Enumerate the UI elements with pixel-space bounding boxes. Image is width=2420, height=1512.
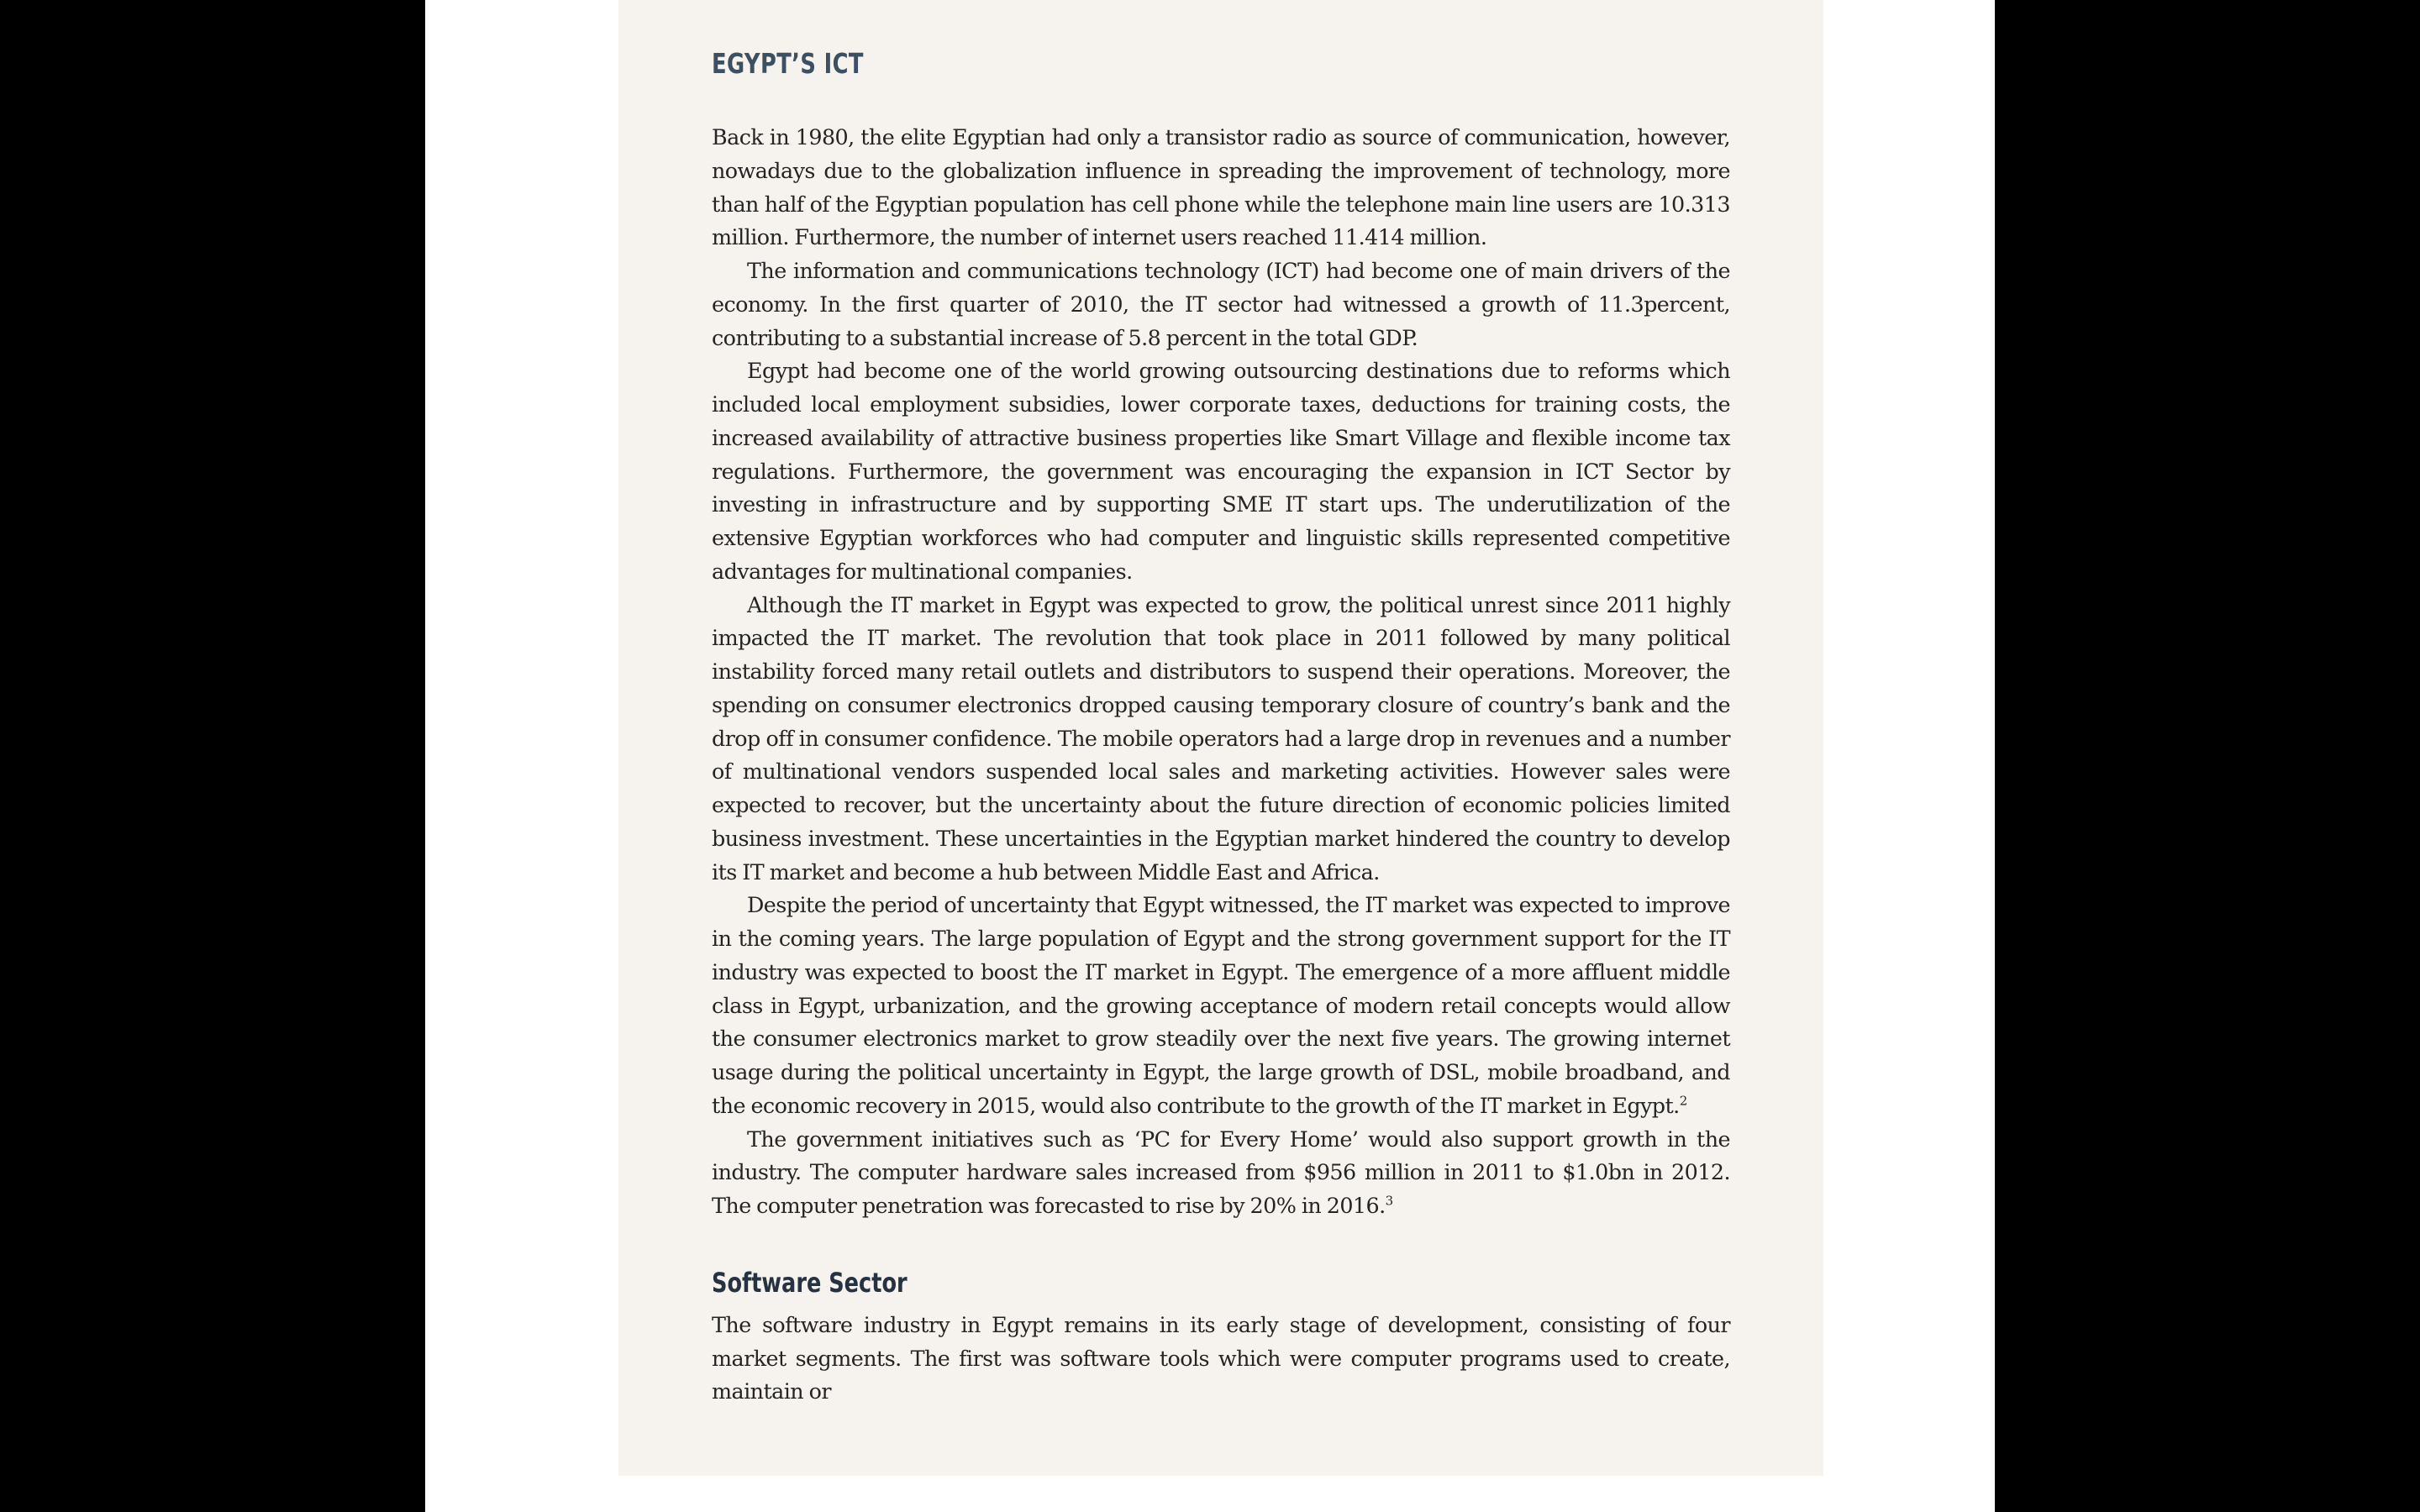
paragraph-3	[712, 354, 1730, 588]
paragraph-2-text: The information and communications technology (ICT) had become one of main drivers of the economy. In the first quarter of 2010, the IT sector had witnessed a growth of 11.3percent, contributing to a substantial increase of 5.8 percent in the total GDP.	[712, 258, 1730, 350]
paragraph-6-text: The government initiatives such as ‘PC for Every Home’ would also support growth in the industry. The computer hardware sales increased from $956 million in 2011 to $1.0bn in 2012. The computer penetration was forecasted to rise by 20% in 2016.	[712, 1126, 1730, 1218]
paragraph-3-text: Egypt had become one of the world growing outsourcing destinations due to reforms which included local employment subsidies, lower corporate taxes, deductions for training costs, the increased availability of attractive business properties like Smart Village and flexible income tax regulations. Furthermore, the government was encouraging the expansion in ICT Sector by investing in infrastructure and by supporting SME IT start ups. The underutilization of the extensive Egyptian workforces who had computer and linguistic skills represented competitive advantages for multinational companies.	[712, 358, 1730, 584]
document-page	[425, 0, 1995, 1512]
software-sector-body	[712, 1309, 1730, 1409]
paragraph-2	[712, 255, 1730, 354]
paragraph-6	[712, 1123, 1730, 1223]
footnote-ref-2[interactable]: 2	[1679, 1093, 1687, 1109]
paragraph-1	[712, 121, 1730, 255]
section-body	[712, 121, 1730, 1223]
section-heading: EGYPT’S ICT	[712, 47, 864, 80]
paragraph-4-text: Although the IT market in Egypt was expected to grow, the political unrest since 2011 highly impacted the IT market. The revolution that took place in 2011 followed by many political instability forced many retail outlets and distributors to suspend their operations. Moreover, the spending on consumer electronics dropped causing temporary closure of country’s bank and the drop off in consumer confidence. The mobile operators had a large drop in revenues and a number of multinational vendors suspended local sales and marketing activities. However sales were expected to recover, but the uncertainty about the future direction of economic policies limited business investment. These uncertainties in the Egyptian market hindered the country to develop its IT market and become a hub between Middle East and Africa.	[712, 591, 1730, 885]
footnote-ref-3[interactable]: 3	[1385, 1193, 1393, 1209]
paragraph-5	[712, 889, 1730, 1122]
paragraph-5-text: Despite the period of uncertainty that Egypt witnessed, the IT market was expected to improve in the coming years. The large population of Egypt and the strong government support for the IT industry was expected to boost the IT market in Egypt. The emergence of a more affluent middle class in Egypt, urbanization, and the growing acceptance of modern retail concepts would allow the consumer electronics market to grow steadily over the next five years. The growing internet usage during the political uncertainty in Egypt, the large growth of DSL, mobile broadband, and the economic recovery in 2015, would also contribute to the growth of the IT market in Egypt.	[712, 892, 1730, 1118]
page-content	[712, 42, 1730, 1409]
software-sector-heading: Software Sector	[712, 1266, 908, 1299]
paragraph-4	[712, 589, 1730, 890]
software-paragraph: The software industry in Egypt remains in its early stage of development, consisting of four market segments. The first was software tools which were computer programs used to create, maintain or	[712, 1311, 1730, 1404]
content-panel	[618, 0, 1823, 1476]
paragraph-1-text: Back in 1980, the elite Egyptian had only a transistor radio as source of communication, however, nowadays due to the globalization influence in spreading the improvement of technology, more than half of the Egyptian population has cell phone while the telephone main line users are 10.313 million. Furthermore, the number of internet users reached 11.414 million.	[712, 124, 1730, 250]
